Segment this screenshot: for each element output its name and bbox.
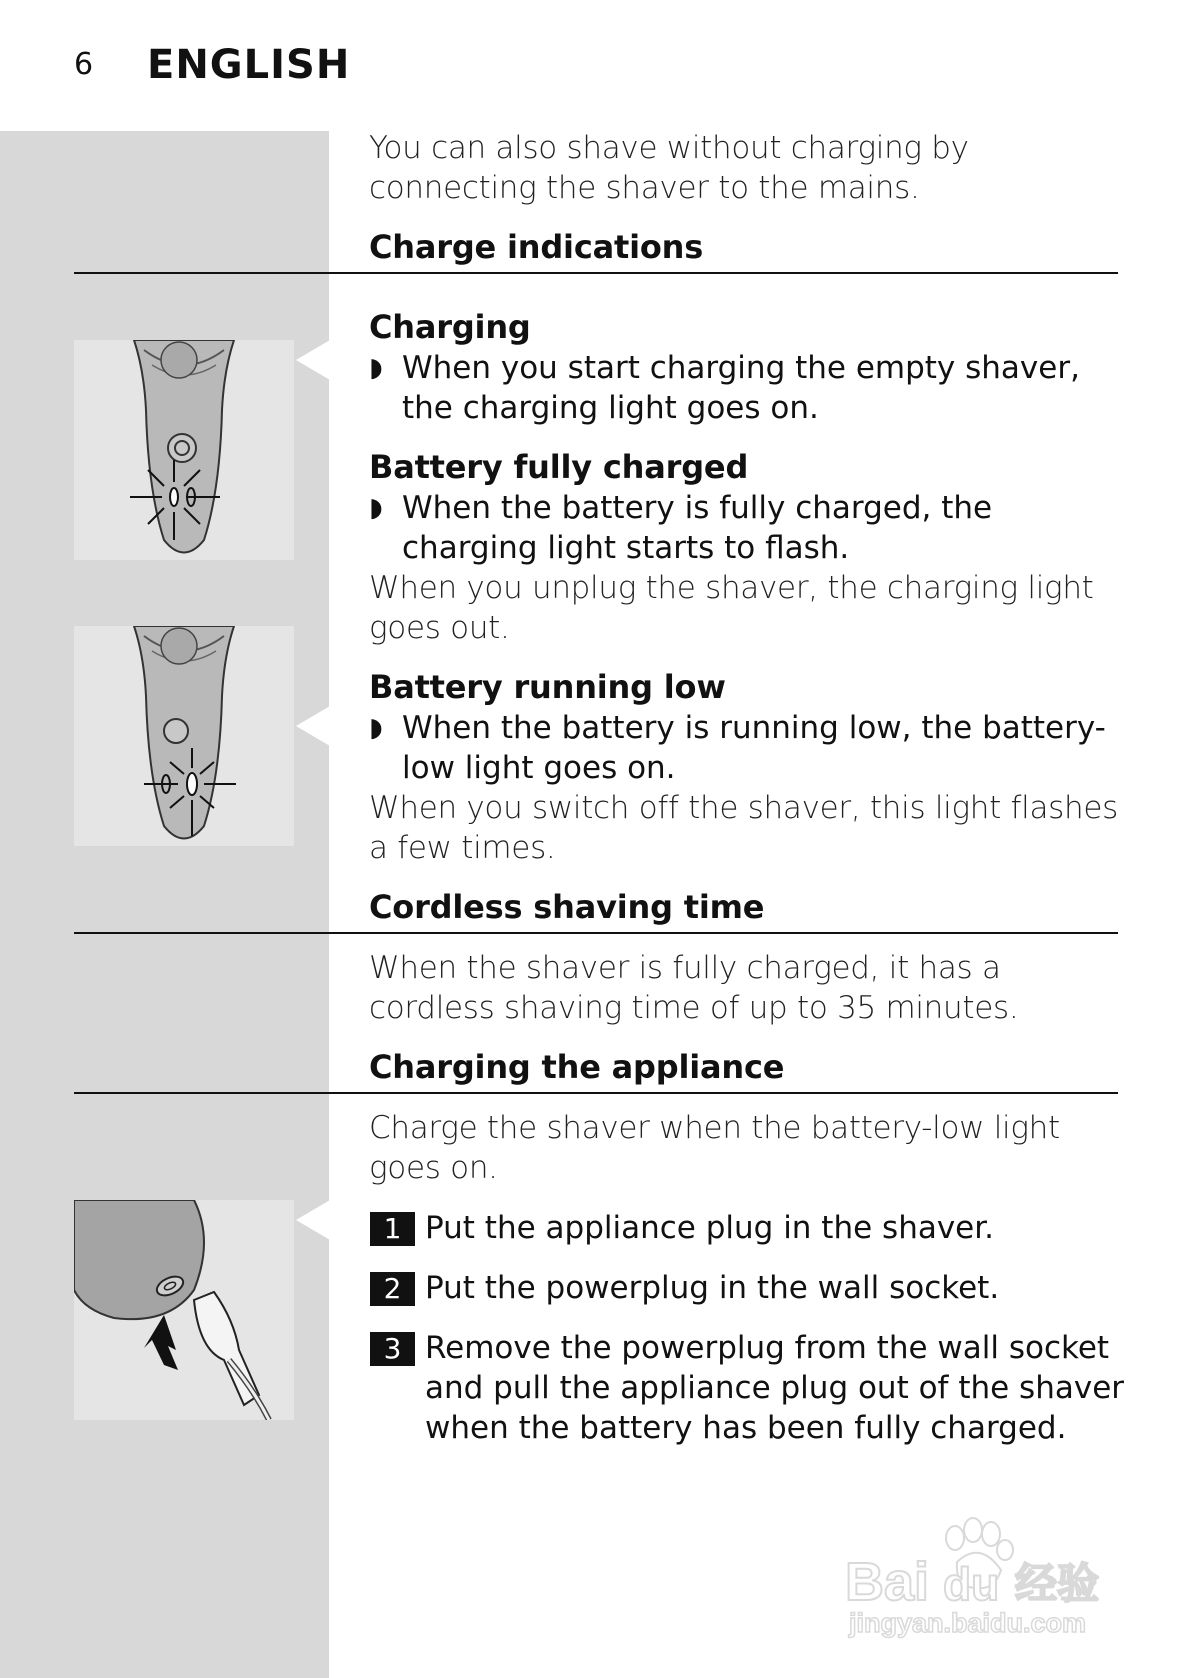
note-battery-low: When you switch off the shaver, this light flashes a few times.	[369, 790, 1118, 866]
baidu-paw-logo-icon	[845, 1500, 1125, 1640]
figure-pointer	[296, 340, 330, 380]
bullet-marker-icon: ◗	[369, 713, 383, 743]
section-divider	[74, 272, 1118, 274]
section-divider	[74, 1092, 1118, 1094]
shaver-charging-light-icon	[74, 340, 294, 560]
illustration-charging-light	[74, 340, 294, 560]
bullet-battery-full	[369, 488, 1129, 568]
bullet-text: When you start charging the empty shaver, the charging light goes on.	[402, 350, 1080, 426]
illustration-battery-low-light	[74, 626, 294, 846]
shaver-plug-icon	[74, 1200, 294, 1420]
heading-charge-indications: Charge indications	[369, 228, 704, 266]
bullet-charging	[369, 348, 1129, 428]
bullet-battery-low	[369, 708, 1129, 788]
step-3	[369, 1328, 1129, 1448]
charging-intro-paragraph: Charge the shaver when the battery-low light goes on.	[369, 1110, 1060, 1186]
watermark-brand-du: du	[943, 1558, 1000, 1610]
step-text: Put the appliance plug in the shaver.	[425, 1210, 995, 1246]
heading-charging: Charging	[369, 308, 531, 346]
cordless-paragraph: When the shaver is fully charged, it has a cordless shaving time of up to 35 minutes.	[369, 950, 1019, 1026]
heading-battery-fully-charged: Battery fully charged	[369, 448, 749, 486]
step-2	[369, 1268, 1129, 1308]
step-text: Remove the powerplug from the wall socket and pull the appliance plug out of the shaver when the battery has been fully charged.	[425, 1330, 1125, 1446]
step-number-badge: 2	[370, 1272, 415, 1306]
heading-battery-running-low: Battery running low	[369, 668, 726, 706]
heading-charging-the-appliance: Charging the appliance	[369, 1048, 785, 1086]
bullet-text: When the battery is fully charged, the charging light starts to flash.	[402, 490, 993, 566]
intro-paragraph: You can also shave without charging by connecting the shaver to the mains.	[369, 130, 969, 206]
bullet-marker-icon: ◗	[369, 493, 383, 523]
section-divider	[74, 932, 1118, 934]
page-number: 6	[74, 47, 94, 82]
figure-pointer	[296, 1200, 330, 1240]
page-language-header: ENGLISH	[147, 42, 351, 88]
note-battery-full: When you unplug the shaver, the charging light goes out.	[369, 570, 1094, 646]
step-number-badge: 3	[370, 1332, 415, 1366]
baidu-watermark	[845, 1500, 1125, 1640]
shaver-battery-low-icon	[74, 626, 294, 846]
bullet-text: When the battery is running low, the battery-low light goes on.	[402, 710, 1106, 786]
step-number-badge: 1	[370, 1212, 415, 1246]
watermark-cn: 经验	[1015, 1559, 1100, 1608]
heading-cordless-shaving-time: Cordless shaving time	[369, 888, 765, 926]
figure-pointer	[296, 706, 330, 746]
watermark-brand: Bai	[845, 1552, 930, 1612]
step-text: Put the powerplug in the wall socket.	[425, 1270, 1000, 1306]
bullet-marker-icon: ◗	[369, 353, 383, 383]
illustration-plug-in	[74, 1200, 294, 1420]
watermark-url: jingyan.baidu.com	[849, 1608, 1087, 1638]
step-1	[369, 1208, 1129, 1248]
